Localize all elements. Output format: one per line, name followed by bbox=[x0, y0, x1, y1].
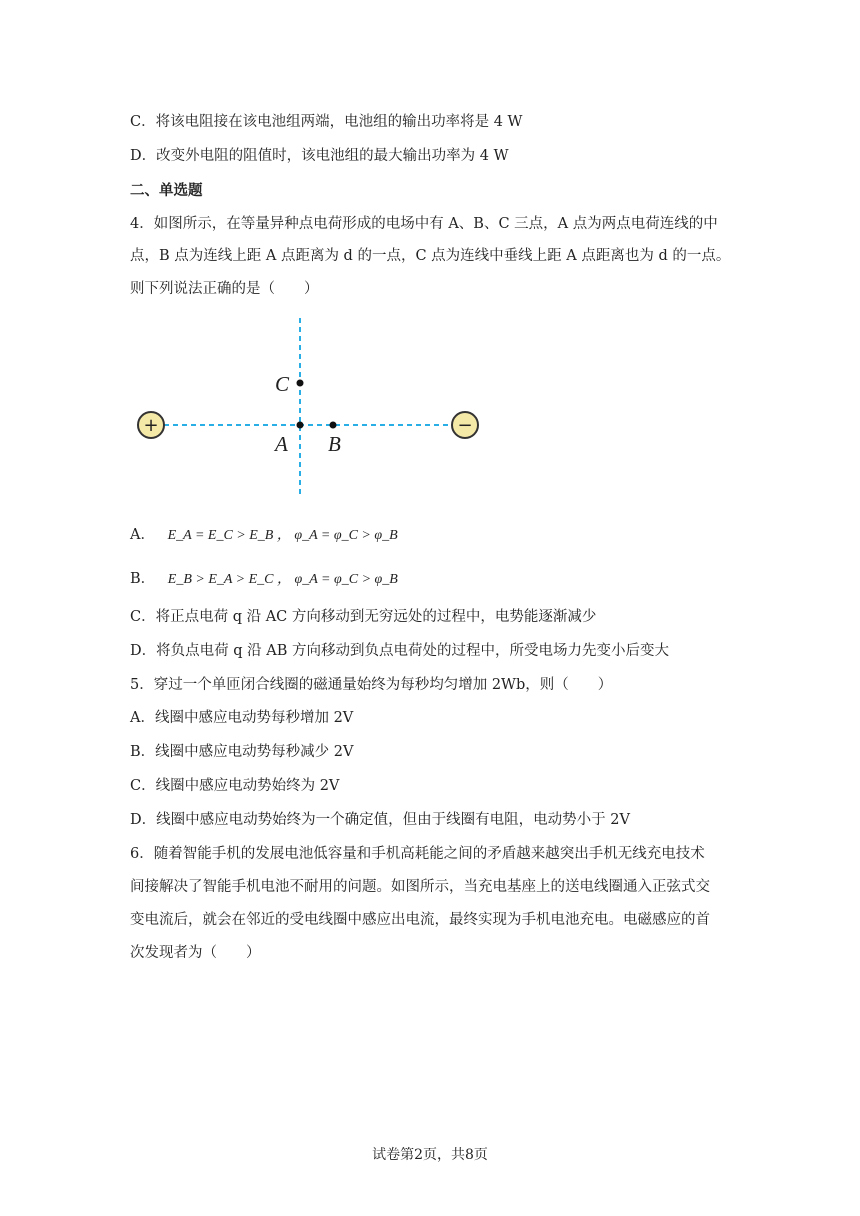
q4-option-b-math: E_B > E_A > E_C ， φ_A = φ_C > φ_B bbox=[167, 572, 398, 587]
point-c bbox=[297, 380, 304, 387]
q4-stem-line-3: 则下列说法正确的是（ ） bbox=[130, 281, 319, 297]
q4-option-b bbox=[130, 569, 398, 590]
q5-option-a: A．线圈中感应电动势每秒增加 2V bbox=[130, 710, 354, 726]
point-b bbox=[330, 422, 337, 429]
point-a bbox=[297, 422, 304, 429]
positive-charge bbox=[138, 412, 164, 438]
label-b: B bbox=[328, 432, 341, 456]
page-footer: 试卷第2页，共8页 bbox=[372, 1147, 488, 1163]
q3-option-c: C．将该电阻接在该电池组两端，电池组的输出功率将是 4 W bbox=[130, 114, 523, 130]
q3-option-d: D．改变外电阻的阻值时，该电池组的最大输出功率为 4 W bbox=[130, 148, 509, 164]
q4-option-b-prefix: B． bbox=[130, 571, 156, 587]
q4-option-a-prefix: A． bbox=[130, 527, 155, 543]
label-c: C bbox=[275, 372, 290, 396]
q5-option-d: D．线圈中感应电动势始终为一个确定值，但由于线圈有电阻，电动势小于 2V bbox=[130, 812, 630, 828]
q4-option-c: C．将正点电荷 q 沿 AC 方向移动到无穷远处的过程中，电势能逐渐减少 bbox=[130, 609, 597, 625]
q6-stem-line-3: 变电流后，就会在邻近的受电线圈中感应出电流，最终实现为手机电池充电。电磁感应的首 bbox=[130, 912, 710, 928]
q4-option-a bbox=[130, 525, 398, 546]
q6-stem-line-1: 6．随着智能手机的发展电池低容量和手机高耗能之间的矛盾越来越突出手机无线充电技术 bbox=[130, 846, 705, 862]
q4-option-d: D．将负点电荷 q 沿 AB 方向移动到负点电荷处的过程中，所受电场力先变小后变大 bbox=[130, 643, 669, 659]
q6-stem-line-4: 次发现者为（ ） bbox=[130, 945, 261, 961]
negative-charge bbox=[452, 412, 478, 438]
q4-stem-line-1: 4．如图所示，在等量异种点电荷形成的电场中有 A、B、C 三点，A 点为两点电荷连线的中 bbox=[130, 216, 718, 232]
q4-stem-line-2: 点，B 点为连线上距 A 点距离为 d 的一点，C 点为连线中垂线上距 A 点距离也为 d 的一点。 bbox=[130, 248, 731, 264]
plus-sign: + bbox=[143, 415, 159, 436]
section-title: 二、单选题 bbox=[130, 182, 203, 199]
q6-stem-line-2: 间接解决了智能手机电池不耐用的问题。如图所示，当充电基座上的送电线圈通入正弦式交 bbox=[130, 879, 710, 895]
q5-option-c: C．线圈中感应电动势始终为 2V bbox=[130, 778, 340, 794]
minus-sign: − bbox=[457, 415, 473, 436]
label-a: A bbox=[275, 432, 288, 456]
electric-field-figure bbox=[134, 315, 486, 501]
q5-stem: 5．穿过一个单匝闭合线圈的磁通量始终为每秒均匀增加 2Wb，则（ ） bbox=[130, 677, 613, 693]
q4-option-a-math: E_A = E_C > E_B ， φ_A = φ_C > φ_B bbox=[167, 528, 398, 543]
q5-option-b: B．线圈中感应电动势每秒减少 2V bbox=[130, 744, 354, 760]
